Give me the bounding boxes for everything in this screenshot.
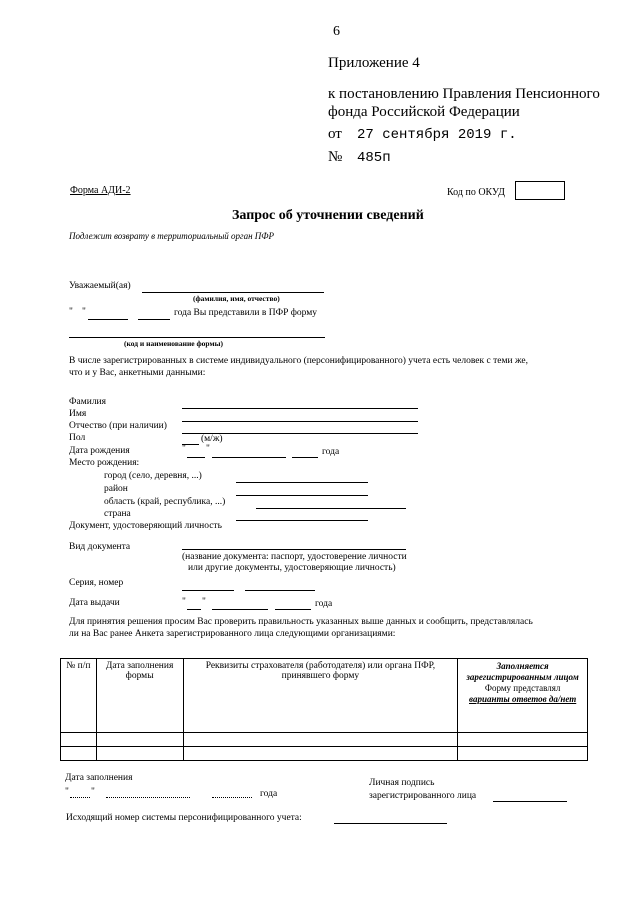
outgoing-label: Исходящий номер системы персонифицированного учета:: [66, 813, 302, 823]
issue-quote-open: ": [182, 597, 186, 607]
header-date: Дата заполнения формы: [96, 659, 183, 733]
row1-number[interactable]: [61, 733, 97, 747]
fill-date-label: Дата заполнения: [65, 773, 133, 783]
fill-quote-close: ": [91, 787, 95, 797]
name-label: Имя: [69, 409, 87, 419]
okud-label: Код по ОКУД: [447, 187, 505, 198]
surname-line[interactable]: [182, 408, 418, 409]
form-code-line[interactable]: [69, 337, 325, 338]
appendix-number: 485п: [357, 150, 391, 166]
doc-hint2: или другие документы, удостоверяющие личность): [188, 563, 396, 573]
submitted-text: года Вы представили в ПФР форму: [174, 308, 318, 318]
doc-hint1: (название документа: паспорт, удостоверение личности: [182, 552, 407, 562]
row2-requisites[interactable]: [183, 747, 458, 761]
header-answer-options: варианты ответов да/нет: [469, 694, 577, 704]
page-number: 6: [333, 24, 340, 39]
fill-quote-open: ": [65, 787, 69, 797]
header-answer-label: Форму представлял: [484, 683, 561, 693]
request-line1: Для принятия решения просим Вас проверить правильность указанных выше данных и сообщить, представлялась: [69, 617, 533, 627]
row2-number[interactable]: [61, 747, 97, 761]
fill-day-line[interactable]: [70, 797, 90, 798]
row2-answer[interactable]: [458, 747, 588, 761]
fio-hint: (фамилия, имя, отчество): [193, 294, 280, 303]
header-answer: [458, 659, 588, 733]
sex-hint: (м/ж): [201, 434, 223, 444]
header-requisites: Реквизиты страхователя (работодателя) или органа ПФР, принявшего форму: [183, 659, 458, 733]
appendix-date: 27 сентября 2019 г.: [357, 127, 517, 143]
city-label: город (село, деревня, ...): [104, 471, 202, 481]
doc-type-line[interactable]: [182, 549, 406, 550]
request-line2: ли на Вас ранее Анкета зарегистрированного лица следующими организациями:: [69, 629, 396, 639]
issue-date-label: Дата выдачи: [69, 598, 120, 608]
birthdate-quote-close: ": [206, 444, 210, 454]
quote-open: ": [69, 307, 73, 317]
submit-month-line[interactable]: [88, 319, 128, 320]
greeting: Уважаемый(ая): [69, 281, 131, 291]
table-row: [61, 747, 588, 761]
appendix-date-prefix: от: [328, 126, 342, 142]
district-line[interactable]: [236, 495, 368, 496]
birth-year-suffix: года: [322, 447, 340, 457]
table-header-row: [61, 659, 588, 733]
issue-day-line[interactable]: [187, 609, 201, 610]
appendix-number-prefix: №: [328, 149, 343, 165]
okud-box[interactable]: [515, 181, 565, 200]
form-label: Форма АДИ-2: [70, 185, 131, 196]
region-line[interactable]: [256, 508, 406, 509]
issue-year-line[interactable]: [275, 609, 311, 610]
city-line[interactable]: [236, 482, 368, 483]
table-row: [61, 733, 588, 747]
signature-line[interactable]: [493, 801, 567, 802]
row1-answer[interactable]: [458, 733, 588, 747]
row1-requisites[interactable]: [183, 733, 458, 747]
number-line[interactable]: [245, 590, 315, 591]
submit-year-line[interactable]: [138, 319, 170, 320]
appendix-line2: фонда Российской Федерации: [328, 104, 520, 120]
row1-date[interactable]: [96, 733, 183, 747]
form-code-hint: (код и наименование формы): [124, 339, 223, 348]
patronymic-label: Отчество (при наличии): [69, 421, 167, 431]
appendix-line1: к постановлению Правления Пенсионного: [328, 86, 600, 102]
birthdate-label: Дата рождения: [69, 446, 130, 456]
birth-year-line[interactable]: [292, 457, 318, 458]
fill-year-line[interactable]: [212, 797, 252, 798]
birthplace-label: Место рождения:: [69, 458, 140, 468]
signature-label2: зарегистрированного лица: [369, 791, 477, 801]
intro-line1: В числе зарегистрированных в системе индивидуального (персонифицированного) учета есть человек с теми же,: [69, 356, 528, 366]
quote-close: ": [82, 307, 86, 317]
name-line[interactable]: [182, 421, 418, 422]
issue-year-suffix: года: [315, 599, 333, 609]
fio-line[interactable]: [142, 292, 324, 293]
region-label: область (край, республика, ...): [104, 497, 226, 507]
district-label: район: [104, 484, 128, 494]
outgoing-line[interactable]: [334, 823, 447, 824]
sex-label: Пол: [69, 433, 86, 443]
header-answer-note: Заполняется зарегистрированным лицом: [466, 661, 579, 682]
country-line[interactable]: [236, 520, 368, 521]
issue-month-line[interactable]: [212, 609, 268, 610]
signature-label1: Личная подпись: [369, 778, 435, 788]
doc-type-label: Вид документа: [69, 542, 131, 552]
surname-label: Фамилия: [69, 397, 107, 407]
birth-day-line[interactable]: [187, 457, 205, 458]
fill-year-suffix: года: [260, 789, 278, 799]
series-line[interactable]: [182, 590, 234, 591]
header-number: № п/п: [61, 659, 97, 733]
series-label: Серия, номер: [69, 578, 124, 588]
fill-month-line[interactable]: [106, 797, 190, 798]
birth-month-line[interactable]: [212, 457, 286, 458]
birthdate-quote-open: ": [182, 444, 186, 454]
row2-date[interactable]: [96, 747, 183, 761]
organizations-table: [60, 658, 588, 761]
country-label: страна: [104, 509, 131, 519]
doc-title: Запрос об уточнении сведений: [232, 208, 424, 223]
doc-subtitle: Подлежит возврату в территориальный орган ПФР: [69, 231, 275, 241]
id-doc-label: Документ, удостоверяющий личность: [69, 521, 222, 531]
appendix-title: Приложение 4: [328, 55, 420, 71]
intro-line2: что и у Вас, анкетными данными:: [69, 368, 206, 378]
issue-quote-close: ": [202, 597, 206, 607]
